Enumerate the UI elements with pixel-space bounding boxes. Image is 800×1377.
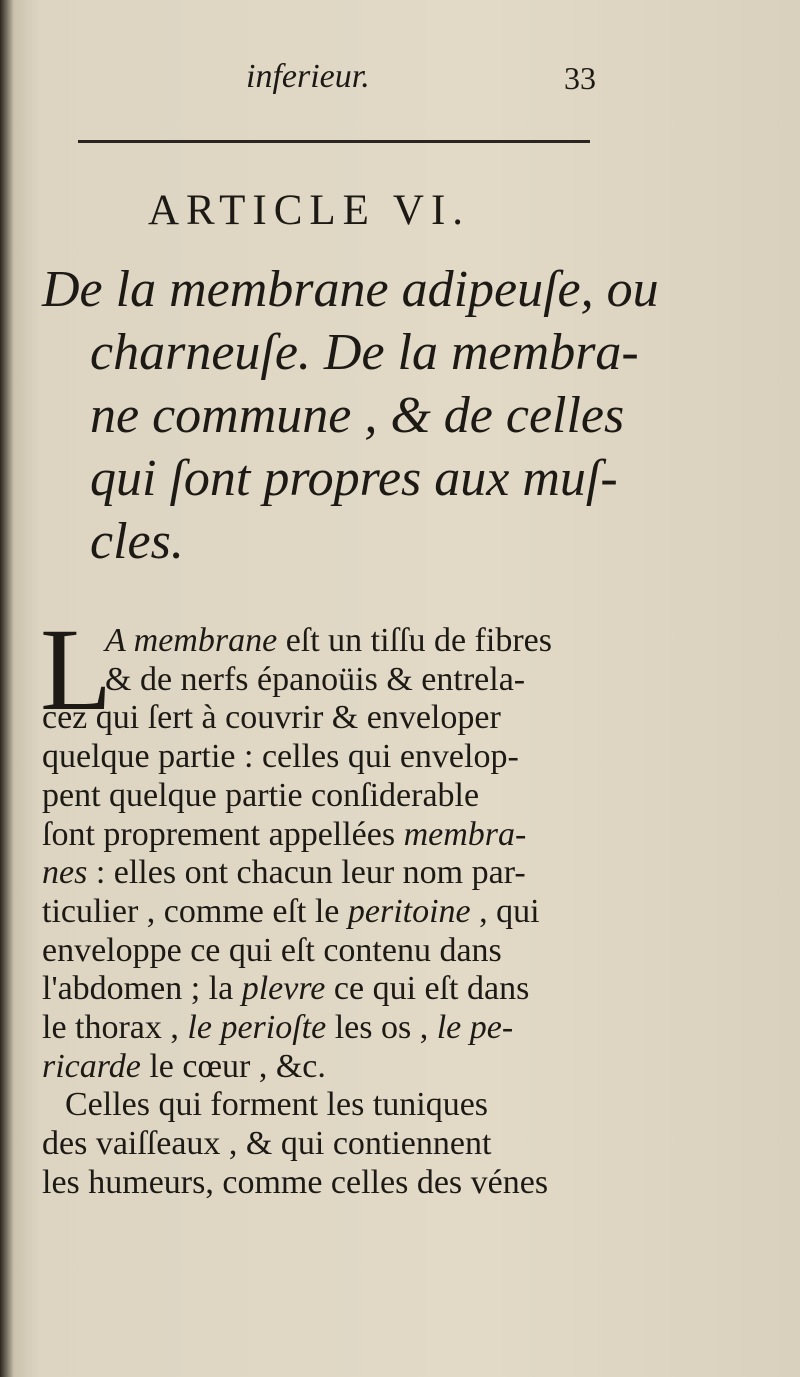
running-title: inferieur. <box>246 58 370 95</box>
text-run: ce qui eſt dans <box>325 970 530 1008</box>
text-run: eſt un tiſſu de fibres <box>277 622 552 659</box>
italic-term: le perioſte <box>187 1009 327 1046</box>
body-line <box>42 777 479 816</box>
text-run: les os , <box>326 1009 437 1046</box>
text-run: pent quelque partie conſiderable <box>42 776 480 814</box>
text-run: quelque partie : celles qui envelop- <box>42 738 519 776</box>
body-line <box>105 661 525 700</box>
subtitle-line: ne commune , & de celles <box>90 387 625 444</box>
text-run: & de nerfs épanoüis & entrela- <box>105 660 526 698</box>
body-line <box>42 854 526 893</box>
text-run: le thorax , <box>42 1009 188 1046</box>
body-line <box>42 893 540 932</box>
text-run: l'abdomen ; la <box>42 970 242 1008</box>
body-line <box>65 1086 488 1125</box>
subtitle-line: charneuſe. De la membra- <box>90 324 639 381</box>
subtitle-line: De la membrane adipeuſe, ou <box>42 261 659 318</box>
text-run: , qui <box>470 892 540 930</box>
body-line <box>42 1164 548 1203</box>
italic-term: plevre <box>241 970 326 1008</box>
body-line <box>42 1048 326 1087</box>
body-line <box>42 699 501 738</box>
text-run: enveloppe ce qui eſt contenu dans <box>42 931 502 969</box>
subtitle-line: qui ſont propres aux muſ- <box>90 450 618 507</box>
body-line <box>42 932 502 971</box>
drop-cap: L <box>40 604 113 735</box>
text-run: des vaiſſeaux , & qui contiennent <box>42 1125 492 1163</box>
italic-term: A membrane <box>105 622 278 659</box>
italic-term: membra- <box>403 815 527 853</box>
italic-term: peritoine <box>347 892 471 930</box>
page-number: 33 <box>564 60 596 96</box>
body-line <box>42 970 529 1009</box>
body-line <box>42 738 519 777</box>
italic-term: nes <box>42 854 88 892</box>
body-line <box>42 1125 491 1164</box>
text-run: Celles qui forment les tuniques <box>65 1086 489 1124</box>
text-run: cez qui ſert à couvrir & enveloper <box>42 699 501 737</box>
body-line <box>105 622 552 661</box>
header-rule <box>78 140 590 143</box>
page-header <box>0 58 800 108</box>
text-run: : elles ont chacun leur nom par- <box>87 854 526 892</box>
body-line <box>42 1009 513 1048</box>
text-run: les humeurs, comme celles des vénes <box>42 1163 549 1201</box>
italic-term: le pe- <box>436 1009 514 1046</box>
subtitle-line: cles. <box>90 513 184 570</box>
text-run: le cœur , &c. <box>140 1047 326 1085</box>
body-line <box>42 816 526 855</box>
text-run: ticulier , comme eſt le <box>42 892 348 930</box>
italic-term: ricarde <box>42 1047 141 1085</box>
article-heading: ARTICLE VI. <box>148 187 471 234</box>
text-run: ſont proprement appellées <box>42 815 404 853</box>
